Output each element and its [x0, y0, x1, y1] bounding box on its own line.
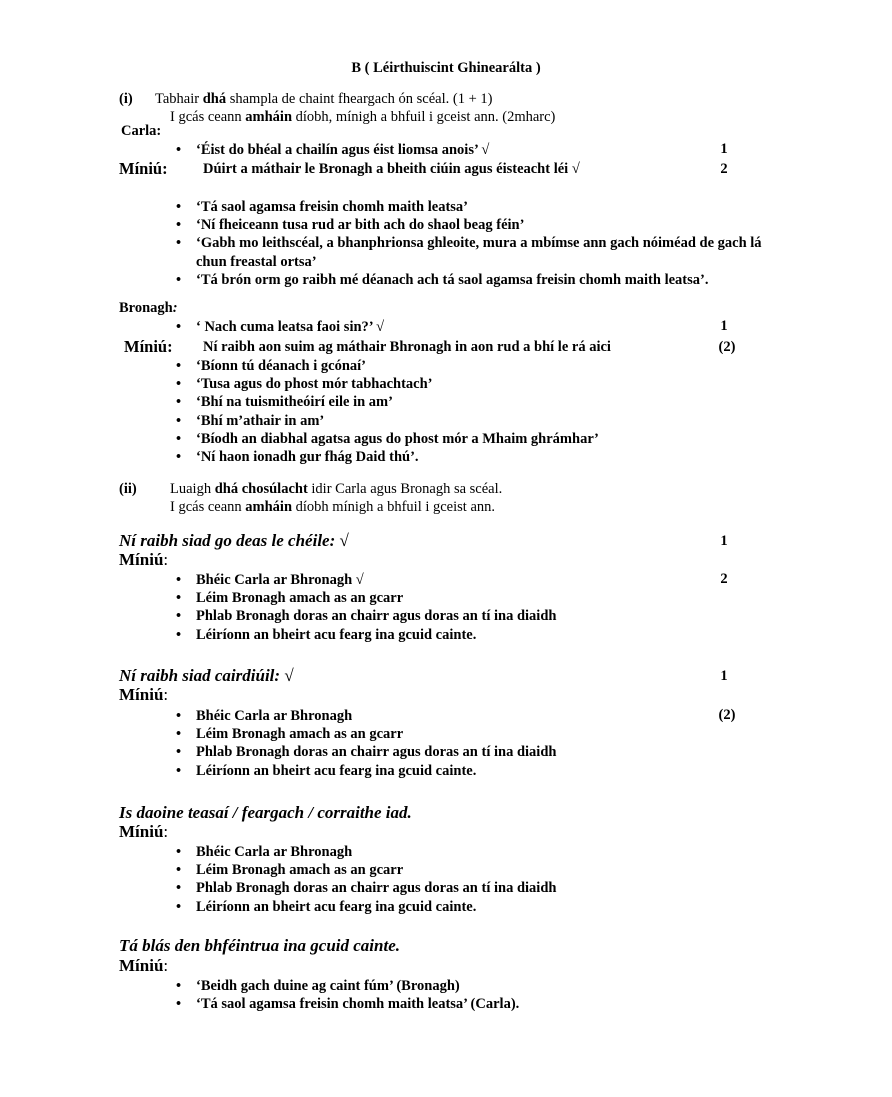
bronagh-label — [119, 300, 178, 317]
question-text: díobh, mínigh a bhfuil i gceist ann. (2mharc) — [292, 109, 556, 125]
section-heading-text: Tá blás den bhféintrua ina gcuid cainte — [119, 936, 396, 955]
mark: (2) — [718, 339, 736, 355]
miniu-label — [119, 685, 168, 705]
list-item: • ‘Beidh gach duine ag caint fúm’ (Bronagh) — [176, 977, 766, 995]
section-heading-text: Ní raibh siad cairdiúil: — [119, 666, 281, 685]
miniu-label — [119, 822, 168, 842]
section-heading — [119, 936, 400, 956]
section-bullets — [176, 571, 766, 644]
bronagh-colon: : — [172, 300, 178, 316]
miniu-word: Míniú — [119, 550, 164, 569]
section-heading-text: Is daoine teasaí / feargach / corraithe iad. — [119, 803, 412, 822]
bronagh-other-quotes — [176, 357, 766, 466]
miniu-colon: : — [163, 685, 169, 704]
carla-other-quotes — [176, 198, 766, 289]
list-item: • ‘Bíodh an diabhal agatsa agus do phost mór a Mhaim ghrámhar’ — [176, 430, 766, 448]
miniu-colon: : — [163, 822, 169, 841]
miniu-label — [119, 550, 168, 570]
question-text-bold: dhá chosúlacht — [214, 481, 308, 497]
question-text: shampla de chaint fheargach ón scéal. (1 + 1) — [226, 91, 493, 107]
mark: 2 — [720, 571, 728, 587]
question-text: I gcás ceann — [170, 499, 246, 515]
list-item: • Léiríonn an bheirt acu fearg ina gcuid cainte. — [176, 626, 766, 644]
list-item: • ‘Ní haon ionadh gur fhág Daid thú’. — [176, 448, 766, 466]
list-item: • Phlab Bronagh doras an chairr agus doras an tí ina diaidh — [176, 879, 766, 897]
miniu-text: Ní raibh aon suim ag máthair Bhronagh in aon rud a bhí le rá aici — [203, 339, 611, 355]
section-heading — [119, 666, 294, 686]
list-item: • Phlab Bronagh doras an chairr agus doras an tí ina diaidh — [176, 607, 766, 625]
mark: 1 — [720, 533, 728, 549]
section-heading-text: Ní raibh siad go deas le chéile: — [119, 531, 336, 550]
miniu-label: Míniú: — [119, 159, 168, 178]
miniu-colon: : — [163, 956, 169, 975]
list-item: • ‘Ní fheiceann tusa rud ar bith ach do shaol beag féin’ — [176, 216, 766, 234]
list-item: • Léim Bronagh amach as an gcarr — [176, 725, 766, 743]
question-i — [119, 90, 555, 126]
tick-mark: √ — [335, 531, 349, 550]
bronagh-quote-list — [176, 318, 766, 336]
list-item: • ‘Gabh mo leithscéal, a bhanphrionsa ghleoite, mura a mbímse ann gach nóiméad de gach lá chun freastal ortsa’ — [176, 234, 766, 270]
section-heading — [119, 531, 349, 551]
section-heading — [119, 803, 412, 823]
question-number: (i) — [119, 91, 133, 107]
question-number: (ii) — [119, 481, 137, 497]
miniu-text: Dúirt a máthair le Bronagh a bheith ciúin agus éisteacht léi √ — [203, 161, 580, 177]
question-text: díobh mínigh a bhfuil i gceist ann. — [292, 499, 496, 515]
miniu-word: Míniú — [119, 822, 164, 841]
section-bullets — [176, 843, 766, 916]
list-item: • ‘Bhí na tuismitheóirí eile in am’ — [176, 393, 766, 411]
mark: 1 — [720, 318, 728, 334]
question-text: I gcás ceann — [170, 109, 246, 125]
miniu-label: Míniú: — [124, 337, 173, 356]
carla-label: Carla: — [121, 123, 162, 139]
miniu-label — [119, 956, 168, 976]
heading-period: . — [395, 936, 400, 955]
list-item: • ‘Bhí m’athair in am’ — [176, 412, 766, 430]
list-item: • Léiríonn an bheirt acu fearg ina gcuid cainte. — [176, 898, 766, 916]
list-item: • Bhéic Carla ar Bhronagh — [176, 707, 766, 725]
list-item: • Léiríonn an bheirt acu fearg ina gcuid cainte. — [176, 762, 766, 780]
section-bullets — [176, 977, 766, 1013]
tick-mark: √ — [280, 666, 294, 685]
mark: 2 — [720, 161, 728, 177]
list-item: • Léim Bronagh amach as an gcarr — [176, 861, 766, 879]
list-item: • Bhéic Carla ar Bhronagh — [176, 843, 766, 861]
mark: 1 — [720, 141, 728, 157]
mark: 1 — [720, 668, 728, 684]
list-item: • ‘Tá brón orm go raibh mé déanach ach tá saol agamsa freisin chomh maith leatsa’. — [176, 271, 766, 289]
question-text-bold: amháin — [245, 109, 293, 125]
question-ii — [119, 480, 502, 516]
list-item: • ‘Tá saol agamsa freisin chomh maith leatsa’ — [176, 198, 766, 216]
list-item: • Bhéic Carla ar Bhronagh √ — [176, 571, 766, 589]
miniu-word: Míniú — [119, 956, 164, 975]
question-text-bold: dhá — [202, 91, 227, 107]
question-text: Tabhair — [155, 91, 203, 107]
question-text-bold: amháin — [245, 499, 293, 515]
list-item: • Léim Bronagh amach as an gcarr — [176, 589, 766, 607]
miniu-word: Míniú — [119, 685, 164, 704]
question-text: idir Carla agus Bronagh sa scéal. — [307, 481, 503, 497]
question-text: Luaigh — [170, 481, 215, 497]
list-item: • ‘Éist do bhéal a chailín agus éist liomsa anois’ √ — [176, 141, 766, 159]
list-item: • ‘Tusa agus do phost mór tabhachtach’ — [176, 375, 766, 393]
bronagh-name: Bronagh — [119, 300, 173, 316]
list-item: • Phlab Bronagh doras an chairr agus doras an tí ina diaidh — [176, 743, 766, 761]
list-item: • ‘ Nach cuma leatsa faoi sin?’ √ — [176, 318, 766, 336]
mark: (2) — [718, 707, 736, 723]
carla-quote-list — [176, 141, 766, 159]
list-item: • ‘Bíonn tú déanach i gcónaí’ — [176, 357, 766, 375]
section-bullets — [176, 707, 766, 780]
miniu-colon: : — [163, 550, 169, 569]
list-item: • ‘Tá saol agamsa freisin chomh maith leatsa’ (Carla). — [176, 995, 766, 1013]
page-title: B ( Léirthuiscint Ghinearálta ) — [351, 60, 541, 76]
